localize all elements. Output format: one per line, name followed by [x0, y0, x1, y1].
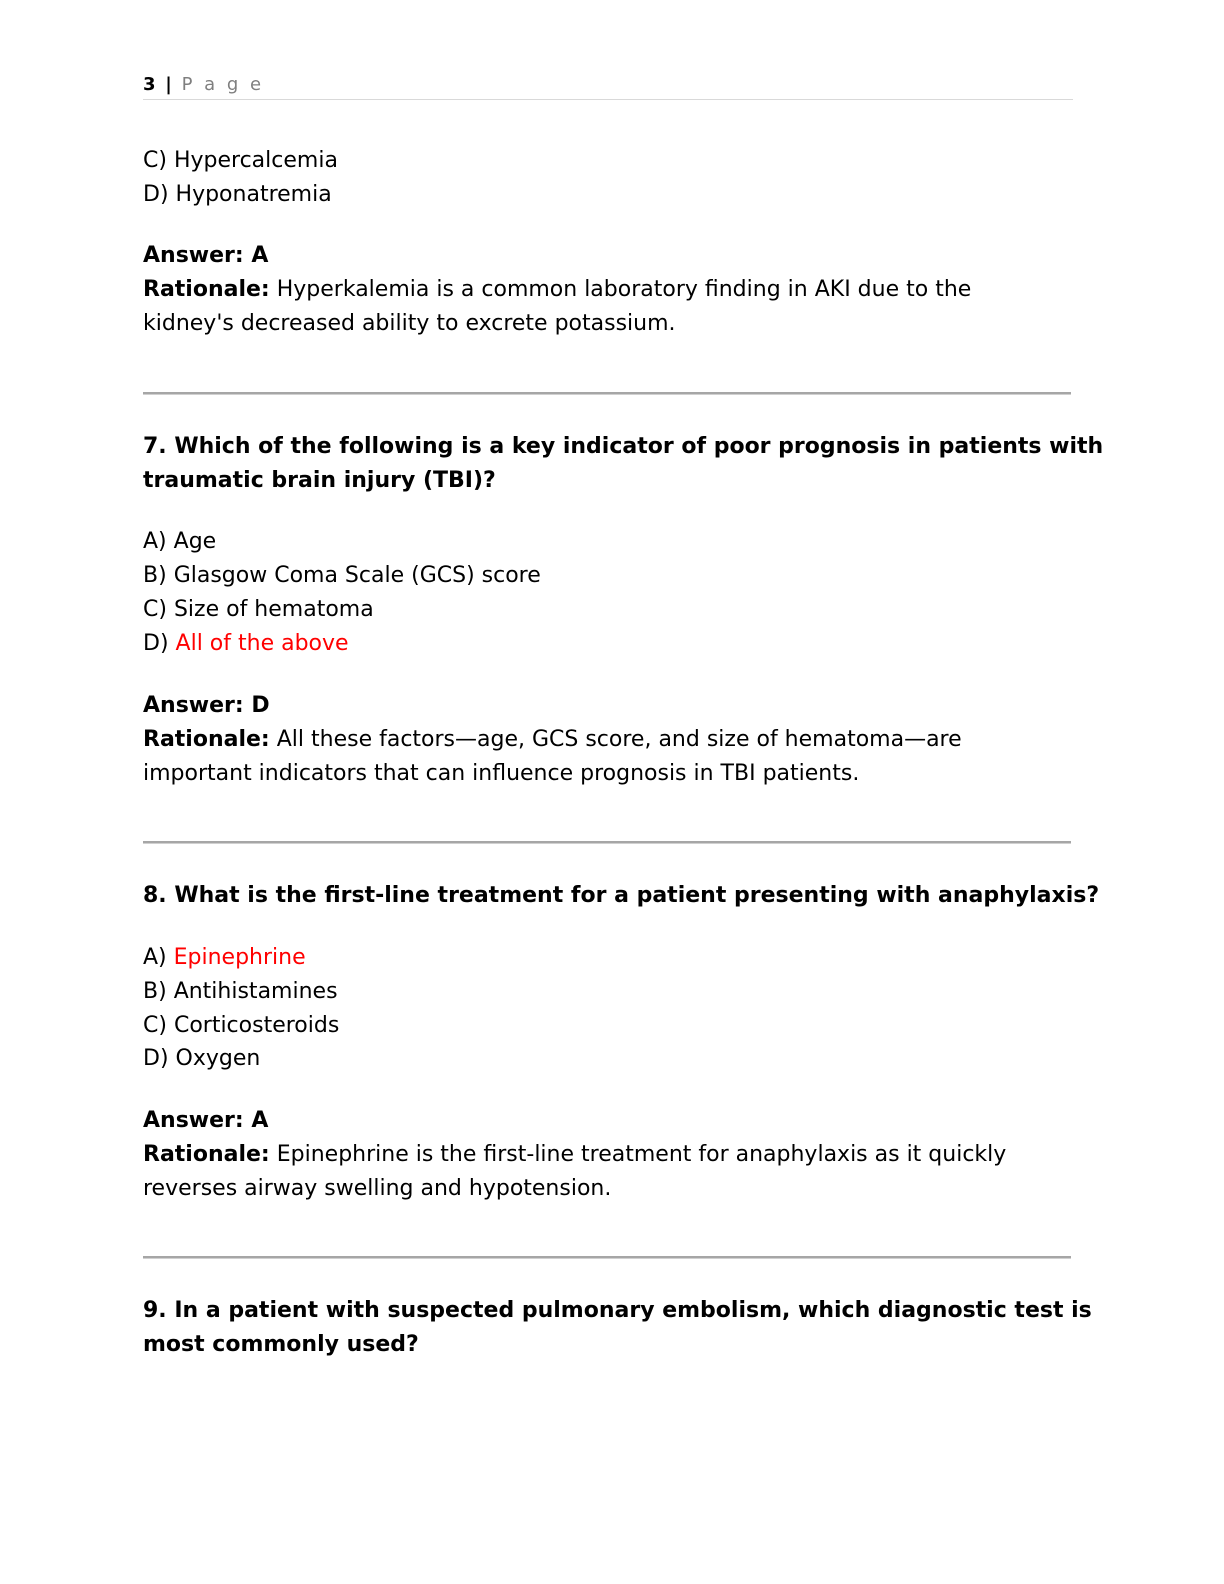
option-text: Oxygen: [175, 1046, 261, 1071]
answer-q7: Answer: D: [143, 693, 270, 718]
option-a-q8: [143, 941, 306, 975]
rationale-label: Rationale:: [143, 277, 270, 302]
rationale-label: Rationale:: [143, 1142, 270, 1167]
section-divider: [143, 392, 1071, 395]
rationale-q7-line2: important indicators that can influence prognosis in TBI patients.: [143, 761, 860, 786]
question-9-line2: most commonly used?: [143, 1332, 419, 1357]
rationale-q6: [143, 273, 971, 307]
option-text: Glasgow Coma Scale (GCS) score: [173, 563, 541, 588]
option-b-q7: [143, 559, 541, 593]
option-b-q8: [143, 975, 338, 1009]
option-letter: C): [143, 597, 167, 622]
option-letter: C): [143, 1013, 167, 1038]
rationale-text: Epinephrine is the first-line treatment for anaphylaxis as it quickly: [276, 1142, 1007, 1167]
option-letter: A): [143, 945, 167, 970]
page-label: P a g e: [181, 74, 265, 95]
option-d-q6: [143, 178, 332, 212]
option-text: Antihistamines: [173, 979, 338, 1004]
option-letter: B): [143, 979, 167, 1004]
rationale-q8: [143, 1138, 1006, 1172]
option-text: Corticosteroids: [173, 1013, 340, 1038]
page-number: 3: [143, 74, 156, 95]
question-7-line2: traumatic brain injury (TBI)?: [143, 468, 496, 493]
option-d-q8: [143, 1042, 260, 1076]
option-text: Hypercalcemia: [173, 148, 338, 173]
option-c-q8: [143, 1009, 339, 1043]
option-letter: C): [143, 148, 167, 173]
section-divider: [143, 1256, 1071, 1259]
rationale-q7: [143, 723, 962, 757]
section-divider: [143, 841, 1071, 844]
question-9-line1: 9. In a patient with suspected pulmonary embolism, which diagnostic test is: [143, 1298, 1092, 1323]
rationale-q6-line2: kidney's decreased ability to excrete potassium.: [143, 311, 676, 336]
option-text: Hyponatremia: [175, 182, 332, 207]
rationale-text: Hyperkalemia is a common laboratory finding in AKI due to the: [276, 277, 972, 302]
page-header: [143, 73, 1073, 97]
option-letter: D): [143, 1046, 169, 1071]
option-a-q7: [143, 525, 216, 559]
option-text: Age: [173, 529, 217, 554]
answer-q6: Answer: A: [143, 243, 269, 268]
question-8-line1: 8. What is the first-line treatment for a patient presenting with anaphylaxis?: [143, 883, 1100, 908]
rationale-q8-line2: reverses airway swelling and hypotension.: [143, 1176, 612, 1201]
option-c-q6: [143, 144, 338, 178]
answer-q8: Answer: A: [143, 1108, 269, 1133]
rationale-text: All these factors—age, GCS score, and size of hematoma—are: [276, 727, 962, 752]
option-text: Size of hematoma: [173, 597, 374, 622]
rationale-label: Rationale:: [143, 727, 270, 752]
header-separator: |: [165, 74, 172, 95]
question-7-line1: 7. Which of the following is a key indicator of poor prognosis in patients with: [143, 434, 1104, 459]
header-rule: [143, 99, 1073, 100]
correct-option-text: All of the above: [175, 631, 349, 656]
option-letter: B): [143, 563, 167, 588]
option-letter: D): [143, 182, 169, 207]
correct-option-text: Epinephrine: [173, 945, 306, 970]
option-c-q7: [143, 593, 374, 627]
option-letter: A): [143, 529, 167, 554]
option-d-q7: [143, 627, 349, 661]
option-letter: D): [143, 631, 169, 656]
